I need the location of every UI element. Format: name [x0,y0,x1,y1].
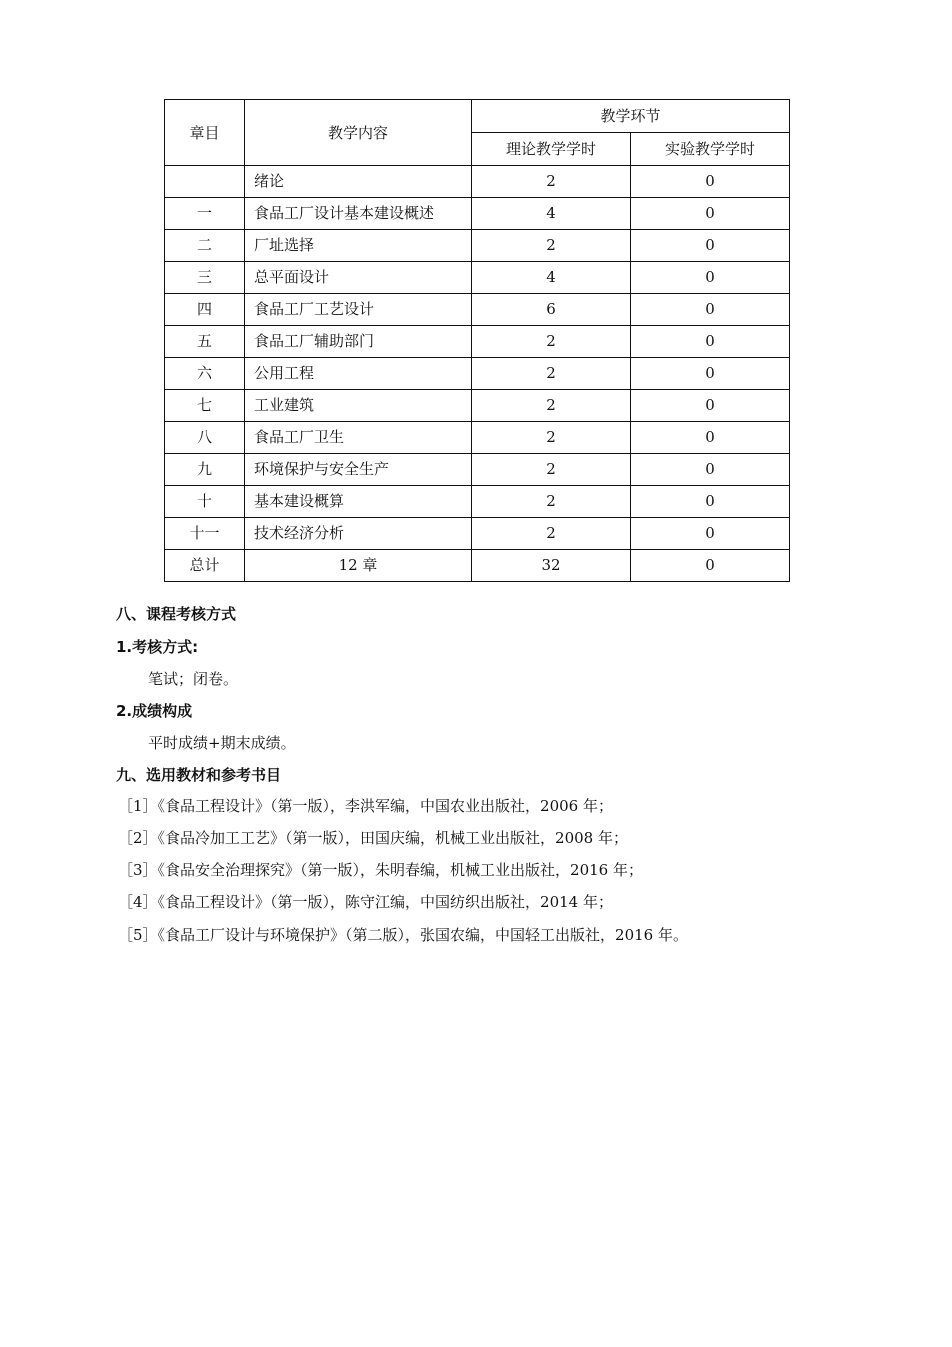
cell-content: 食品工厂工艺设计 [245,294,472,326]
cell-chapter: 八 [165,422,245,454]
cell-content: 总平面设计 [245,262,472,294]
cell-content: 技术经济分析 [245,518,472,550]
table-total-row [165,550,790,582]
table-row [165,454,790,486]
cell-theory: 2 [472,518,631,550]
reference-item: ［3］《食品安全治理探究》（第一版），朱明春编，机械工业出版社，2016 年； [118,861,643,879]
cell-theory: 2 [472,486,631,518]
table-row [165,262,790,294]
header-theory-hours: 理论教学学时 [472,133,631,166]
cell-experiment: 0 [631,454,790,486]
header-content: 教学内容 [245,100,472,166]
reference-item: ［1］《食品工程设计》（第一版），李洪军编，中国农业出版社，2006 年； [118,797,613,815]
cell-total-label: 总计 [165,550,245,582]
cell-content: 公用工程 [245,358,472,390]
table-body [165,166,790,582]
cell-chapter: 十一 [165,518,245,550]
cell-chapter: 四 [165,294,245,326]
cell-experiment: 0 [631,262,790,294]
cell-chapter: 七 [165,390,245,422]
header-chapter: 章目 [165,100,245,166]
table-row [165,422,790,454]
cell-theory: 4 [472,262,631,294]
assessment-method-text: 笔试；闭卷。 [148,670,239,688]
cell-chapter [165,166,245,198]
course-hours-table [164,99,790,582]
cell-content: 食品工厂设计基本建设概述 [245,198,472,230]
cell-content: 绪论 [245,166,472,198]
reference-item: ［4］《食品工程设计》（第一版），陈守江编，中国纺织出版社，2014 年； [118,893,613,911]
cell-experiment: 0 [631,358,790,390]
cell-chapter: 九 [165,454,245,486]
section-8-heading: 八、课程考核方式 [116,605,237,623]
cell-experiment: 0 [631,166,790,198]
cell-theory: 2 [472,422,631,454]
table-row [165,518,790,550]
reference-item: ［2］《食品冷加工工艺》（第一版），田国庆编，机械工业出版社，2008 年； [118,829,628,847]
cell-content: 食品工厂卫生 [245,422,472,454]
cell-content: 基本建设概算 [245,486,472,518]
cell-chapter: 十 [165,486,245,518]
cell-total-experiment: 0 [631,550,790,582]
cell-content: 工业建筑 [245,390,472,422]
table-row [165,326,790,358]
cell-content: 食品工厂辅助部门 [245,326,472,358]
cell-theory: 2 [472,166,631,198]
grade-composition-text: 平时成绩+期末成绩。 [148,734,296,752]
header-experiment-hours: 实验教学学时 [631,133,790,166]
cell-experiment: 0 [631,294,790,326]
cell-theory: 4 [472,198,631,230]
cell-experiment: 0 [631,198,790,230]
table-row [165,358,790,390]
section-9-heading: 九、选用教材和参考书目 [116,766,282,784]
cell-total-theory: 32 [472,550,631,582]
cell-experiment: 0 [631,390,790,422]
table-row [165,390,790,422]
cell-theory: 2 [472,326,631,358]
table-row [165,294,790,326]
cell-experiment: 0 [631,518,790,550]
cell-chapter: 一 [165,198,245,230]
table-row [165,230,790,262]
cell-theory: 2 [472,454,631,486]
reference-item: ［5］《食品工厂设计与环境保护》（第二版），张国农编，中国轻工出版社，2016 年。 [118,926,688,944]
header-teaching-group: 教学环节 [472,100,790,133]
cell-theory: 2 [472,390,631,422]
cell-experiment: 0 [631,230,790,262]
cell-theory: 6 [472,294,631,326]
cell-experiment: 0 [631,486,790,518]
cell-chapter: 六 [165,358,245,390]
table-row [165,166,790,198]
table-header-row [165,100,790,133]
cell-experiment: 0 [631,326,790,358]
table-row [165,486,790,518]
cell-chapter: 二 [165,230,245,262]
subsection-grade-composition: 2.成绩构成 [116,702,193,720]
cell-theory: 2 [472,230,631,262]
subsection-assessment-method: 1.考核方式: [116,638,199,656]
cell-experiment: 0 [631,422,790,454]
cell-content: 环境保护与安全生产 [245,454,472,486]
cell-theory: 2 [472,358,631,390]
table-row [165,198,790,230]
cell-chapter: 三 [165,262,245,294]
cell-total-content: 12 章 [245,550,472,582]
cell-content: 厂址选择 [245,230,472,262]
cell-chapter: 五 [165,326,245,358]
